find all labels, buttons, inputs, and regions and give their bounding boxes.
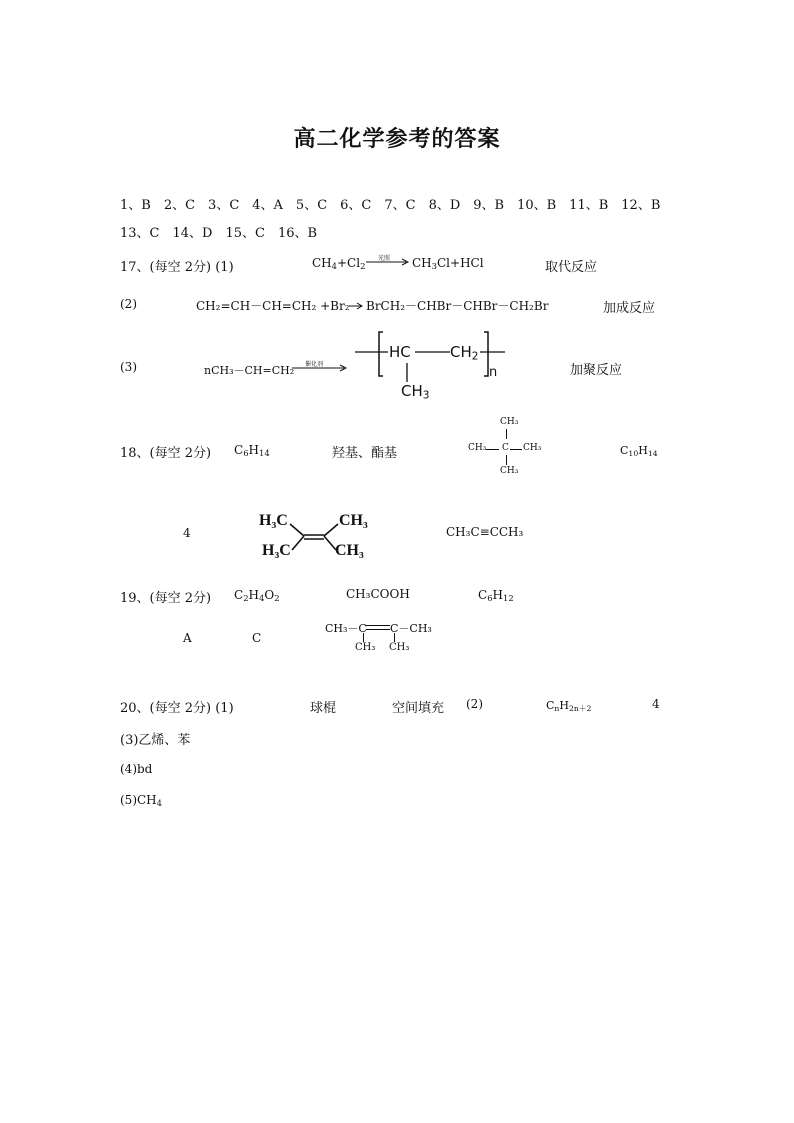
q17-part3-label: (3)	[120, 360, 137, 374]
neopentane-left-bond	[486, 449, 499, 450]
q17-reaction1-reactants: $CH_4+Cl_2$	[312, 256, 366, 272]
q19-acetic-acid: CH₃COOH	[346, 587, 410, 601]
q19-answer-c: C	[252, 631, 262, 645]
q19-label: 19、(每空 2分)	[120, 591, 212, 606]
q20-part5: $(5)CH_4$	[120, 793, 162, 809]
neopentane-left-ch3: CH₃	[468, 443, 487, 453]
polymer-ch2: $CH_2$	[450, 343, 479, 363]
q20-label: 20、(每空 2分) (1)	[120, 701, 234, 716]
q20-general-formula: $C_nH_{2n+2}$	[546, 699, 592, 713]
tetramethylethylene-right: C－CH₃	[390, 622, 432, 635]
polymer-ch3: $CH_3$	[401, 382, 430, 402]
q17-type2: 加成反应	[603, 301, 656, 316]
q17-reaction2-products: BrCH₂－CHBr－CHBr－CH₂Br	[366, 299, 549, 313]
alkene-bonds	[290, 518, 350, 558]
neopentane-top-ch3: CH₃	[500, 417, 519, 427]
q18-molecular-formula: $C_6H_{14}$	[234, 443, 270, 459]
page-title: 高二化学参考的答案	[293, 126, 501, 152]
tetramethylethylene-bond-b2	[394, 633, 395, 642]
tetramethylethylene-ch3-b2: CH₃	[389, 642, 410, 653]
q17-type3: 加聚反应	[570, 363, 623, 378]
q17-reaction1-products: $CH_3Cl+HCl$	[412, 256, 484, 272]
neopentane-right-ch3: CH₃	[523, 443, 542, 453]
2-butyne-formula: CH₃C≡CCH₃	[446, 525, 524, 539]
q18-label: 18、(每空 2分)	[120, 446, 212, 461]
q19-formula1: $C_2H_4O_2$	[234, 588, 280, 604]
mc-answers-line2: 13、C 14、D 15、C 16、B	[120, 226, 318, 241]
neopentane-bottom-bond	[506, 455, 507, 465]
q17-arrow2	[349, 302, 363, 310]
q17-label: 17、(每空 2分) (1)	[120, 260, 234, 275]
q20-part4: (4)bd	[120, 762, 153, 776]
q17-reaction3-reactants: nCH₃－CH=CH₂	[204, 364, 295, 377]
q20-space-filling: 空间填充	[392, 701, 445, 716]
tetramethylethylene-double-bond	[366, 625, 390, 630]
mc-answers-line1: 1、B 2、C 3、C 4、A 5、C 6、C 7、C 8、D 9、B 10、B 11、B 12、B	[120, 198, 661, 213]
q18-formula2: $C_{10}H_{14}$	[620, 444, 658, 458]
alkene-ch3-bottom: CH₃	[335, 542, 364, 559]
neopentane-center-c: C	[502, 443, 509, 453]
q17-arrow3	[292, 364, 348, 372]
q20-ball-stick: 球棍	[310, 701, 337, 716]
q17-type1: 取代反应	[545, 260, 598, 275]
alkene-h3c-bottom: H₃C	[262, 542, 291, 559]
tetramethylethylene-left: CH₃－C	[325, 622, 367, 635]
q19-formula3: $C_6H_{12}$	[478, 588, 514, 604]
q17-catalyst-condition: 催化剂	[305, 361, 324, 368]
alkene-h3c-top: H₃C	[259, 512, 288, 529]
q20-part2-label: (2)	[466, 697, 483, 711]
polymer-degree-n: n	[489, 365, 498, 380]
polymer-hc: HC	[389, 343, 411, 361]
q17-light-condition: 光照	[378, 255, 391, 262]
alkene-ch3-top: CH₃	[339, 512, 368, 529]
tetramethylethylene-ch3-b1: CH₃	[355, 642, 376, 653]
tetramethylethylene-bond-b1	[363, 633, 364, 642]
q19-answer-a: A	[183, 631, 192, 645]
q20-count: 4	[652, 697, 660, 711]
q17-arrow1	[366, 258, 410, 266]
q18-count: 4	[183, 526, 191, 540]
neopentane-right-bond	[510, 449, 522, 450]
q18-functional-groups: 羟基、酯基	[332, 446, 398, 461]
neopentane-bottom-ch3: CH₃	[500, 466, 519, 476]
q17-part2-label: (2)	[120, 297, 137, 311]
q20-part3: (3)乙烯、苯	[120, 733, 191, 748]
neopentane-top-bond	[506, 429, 507, 439]
q17-reaction2-reactants: CH₂=CH－CH=CH₂ +Br₂	[196, 299, 350, 313]
